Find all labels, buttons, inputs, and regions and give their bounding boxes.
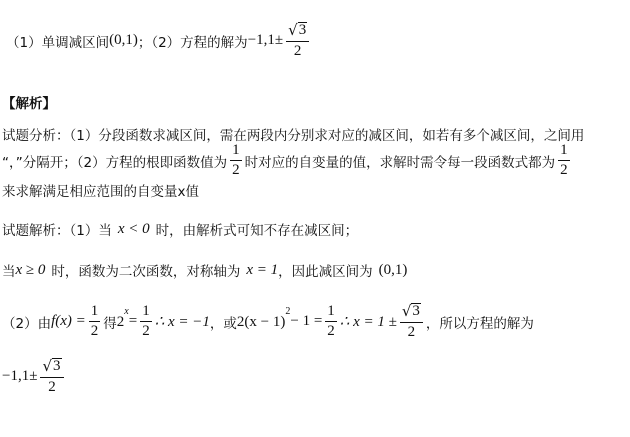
solution-line-3-h: ，或	[209, 315, 237, 332]
solution-line-3-a: （2）由	[2, 315, 52, 332]
answer-line	[6, 22, 312, 59]
solution-line-3-m: ，所以方程的解为	[425, 315, 534, 332]
solution-line-3	[2, 303, 534, 340]
function-expression: f(x) =	[51, 313, 86, 329]
analysis-heading: 【解析】	[2, 96, 56, 112]
solution-line-4	[2, 358, 67, 395]
solution-x-minus-one: ∴ x = −1	[154, 314, 210, 330]
root-fraction: √ 3 2	[40, 358, 63, 395]
analysis-line-2-a: “，”分隔开；（2）方程的根即函数值为	[2, 154, 228, 171]
answer-part1: （1）单调减区间	[6, 34, 110, 51]
solution-line-2-c: 时，函数为二次函数，对称轴为	[51, 264, 241, 280]
final-answer-prefix: −1,1±	[2, 368, 38, 384]
axis-of-symmetry: x = 1	[246, 261, 279, 278]
quadratic-expression: $2(x - 1)^2$	[236, 306, 291, 330]
analysis-line-2	[2, 143, 573, 178]
solution-line-1-a: 试题解析：（1）当	[2, 223, 112, 239]
half-fraction: $\frac{1}{2}$	[560, 142, 568, 178]
half-fraction: $\frac{1}{2}$	[90, 303, 99, 339]
solution-x-root: ∴ x = 1 ±	[339, 314, 397, 330]
half-fraction: $\frac{1}{2}$	[142, 303, 150, 339]
half-fraction: $\frac{1}{2}$	[327, 303, 335, 339]
decreasing-interval: (0,1)	[378, 261, 408, 278]
analysis-line-2-b: 时对应的自变量的值，求解时需令每一段函数式都为	[244, 154, 556, 171]
answer-value-prefix: −1,1±	[247, 32, 284, 48]
analysis-line-3: 来求解满足相应范围的自变量x值	[2, 184, 199, 200]
root-fraction: √ 3 2	[400, 303, 423, 340]
analysis-line-1: 试题分析：（1）分段函数求减区间，需在两段内分别求对应的减区间，如若有多个减区间，之间用	[2, 128, 585, 144]
answer-separator: ；（2）方程的解为	[137, 34, 248, 51]
answer-interval: (0,1)	[109, 32, 138, 48]
solution-line-2-e: ，因此减区间为	[278, 264, 373, 280]
half-fraction: $\frac{1}{2}$	[232, 142, 240, 178]
equals-sign: =	[128, 313, 138, 329]
solution-line-1-c: 时，由解析式可知不存在减区间；	[155, 223, 359, 239]
power-expression: 2$^x$	[116, 306, 129, 330]
condition-x-negative: x < 0	[117, 220, 150, 237]
solution-line-2-a: 当	[2, 264, 16, 280]
solution-line-2	[2, 260, 407, 280]
condition-x-nonnegative: x ≥ 0	[15, 261, 46, 278]
quadratic-rhs: − 1 =	[290, 313, 323, 329]
solution-line-3-c: 得	[103, 315, 117, 332]
solution-line-1	[2, 219, 358, 239]
answer-root-fraction: √ 3 2	[286, 22, 309, 59]
